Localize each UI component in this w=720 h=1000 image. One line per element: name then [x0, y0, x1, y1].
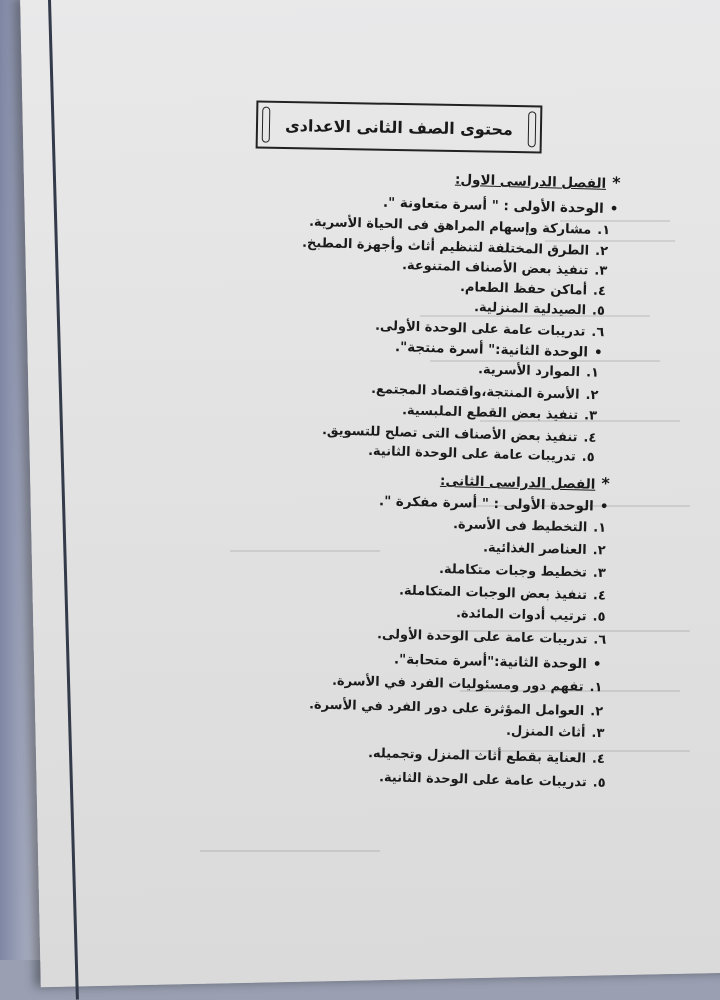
item-text: تخطيط وجبات متكاملة.: [439, 561, 588, 581]
semester-1-heading-line: [455, 170, 621, 195]
semester-2-heading-line: [440, 471, 610, 495]
list-item: [309, 696, 603, 721]
item-text: العناية بقطع أثاث المنزل وتجميله.: [367, 746, 587, 767]
list-item: [456, 605, 606, 627]
item-text: الطرق المختلفة لتنظيم أثاث وأجهزة المطبخ.: [301, 235, 590, 259]
list-item: [453, 516, 607, 538]
item-text: تنفيذ بعض الأصناف المتنوعة.: [401, 258, 589, 279]
item-number: ٣.: [590, 725, 605, 742]
bleed-through-mark: [460, 750, 690, 752]
bleed-through-mark: [230, 550, 380, 552]
bleed-through-mark: [430, 360, 660, 362]
item-number: ٥.: [592, 775, 607, 791]
bleed-through-mark: [460, 505, 690, 507]
list-item: [368, 745, 605, 769]
item-number: ٣.: [583, 408, 598, 424]
item-number: ٥.: [592, 609, 607, 625]
item-number: ٦.: [590, 324, 605, 341]
item-number: ٤.: [591, 751, 606, 767]
item-text: ترتيب أدوات المائدة.: [456, 606, 588, 625]
list-item: [505, 723, 604, 743]
bullet-icon: •: [594, 344, 604, 361]
item-number: ١.: [592, 520, 607, 536]
item-text: تدريبات عامة على الوحدة الثانية.: [368, 443, 577, 465]
bullet-icon: •: [609, 201, 619, 218]
semester-heading: الفصل الدراسى الثانى:: [440, 472, 596, 493]
unit-1-1-title-line: [382, 194, 618, 219]
item-text: الأسرة المنتجة،واقتصاد المجتمع.: [370, 381, 580, 403]
item-number: ٤.: [592, 283, 607, 300]
item-text: العناصر الغذائية.: [483, 540, 588, 559]
unit-2-2-title-line: [394, 650, 602, 673]
bleed-through-mark: [200, 850, 380, 852]
bleed-through-mark: [545, 240, 675, 242]
item-number: ٢.: [592, 543, 607, 559]
item-text: الموارد الأسرية.: [477, 362, 581, 381]
list-item: [401, 257, 607, 281]
title-box: [256, 101, 543, 154]
list-item: [399, 582, 606, 605]
item-number: ٢.: [589, 704, 604, 720]
bleed-through-mark: [420, 315, 650, 317]
bleed-through-mark: [440, 630, 690, 632]
list-item: [379, 769, 606, 793]
star-icon: *: [612, 173, 622, 193]
item-number: ٦.: [592, 632, 607, 648]
item-number: ١.: [596, 222, 611, 239]
item-text: العوامل المؤثرة على دور الفرد في الأسرة.: [308, 697, 585, 720]
bullet-icon: •: [599, 498, 609, 515]
list-item: [331, 673, 602, 698]
item-text: أثاث المنزل.: [505, 723, 586, 741]
item-number: ٥.: [591, 303, 606, 319]
item-text: تنفيذ بعض القطع الملبسية.: [401, 403, 579, 424]
list-item: [478, 361, 599, 382]
item-text: تدريبات عامة على الوحدة الثانية.: [379, 770, 588, 791]
item-text: تدريبات عامة على الوحدة الأولى.: [374, 318, 586, 340]
unit-1-2-title-line: [395, 338, 603, 362]
item-text: تدريبات عامة على الوحدة الأولى.: [376, 627, 588, 648]
item-text: الصيدلية المنزلية.: [473, 300, 587, 319]
star-icon: *: [601, 473, 611, 494]
item-number: ٣.: [593, 263, 608, 279]
item-number: ٢.: [594, 243, 609, 260]
semester-heading: الفصل الدراسى الاول:: [455, 171, 607, 192]
item-number: ١.: [585, 365, 600, 381]
bleed-through-mark: [560, 220, 670, 222]
item-number: ٥.: [581, 449, 596, 466]
item-number: ١.: [588, 679, 603, 696]
list-item: [321, 422, 596, 448]
item-text: أماكن حفظ الطعام.: [459, 279, 588, 299]
unit-title: الوحدة الثانية:" أسرة منتجة".: [395, 339, 589, 361]
item-number: ٣.: [592, 565, 607, 582]
unit-2-1-title-line: [378, 492, 608, 516]
list-item: [402, 402, 597, 425]
list-item: [439, 561, 606, 583]
list-item: [483, 540, 606, 561]
unit-title: الوحدة الأولى : " أسرة متعاونة ".: [382, 194, 604, 217]
item-text: تنفيذ بعض الأصناف التى تصلح للتسويق.: [321, 423, 578, 446]
item-text: مشاركة وإسهام المراهق فى الحياة الأسرية.: [308, 214, 592, 238]
unit-title: الوحدة الثانية:"أسرة متحابة".: [394, 651, 588, 673]
item-text: تنفيذ بعض الوجبات المتكاملة.: [398, 583, 588, 604]
bleed-through-mark: [480, 420, 680, 422]
list-item: [460, 279, 606, 301]
item-number: ٢.: [584, 387, 599, 404]
bullet-icon: •: [593, 656, 603, 673]
item-text: تفهم دور ومسئوليات الفرد في الأسرة.: [331, 673, 584, 695]
item-number: ٤.: [582, 430, 597, 446]
unit-title: الوحدة الأولى : " أسرة مفكرة ".: [378, 493, 594, 515]
list-item: [474, 299, 605, 321]
item-number: ٤.: [592, 588, 607, 604]
item-text: التخطيط فى الأسرة.: [452, 517, 588, 536]
bleed-through-mark: [460, 690, 680, 692]
page-title: محتوى الصف الثانى الاعدادى: [284, 115, 514, 139]
